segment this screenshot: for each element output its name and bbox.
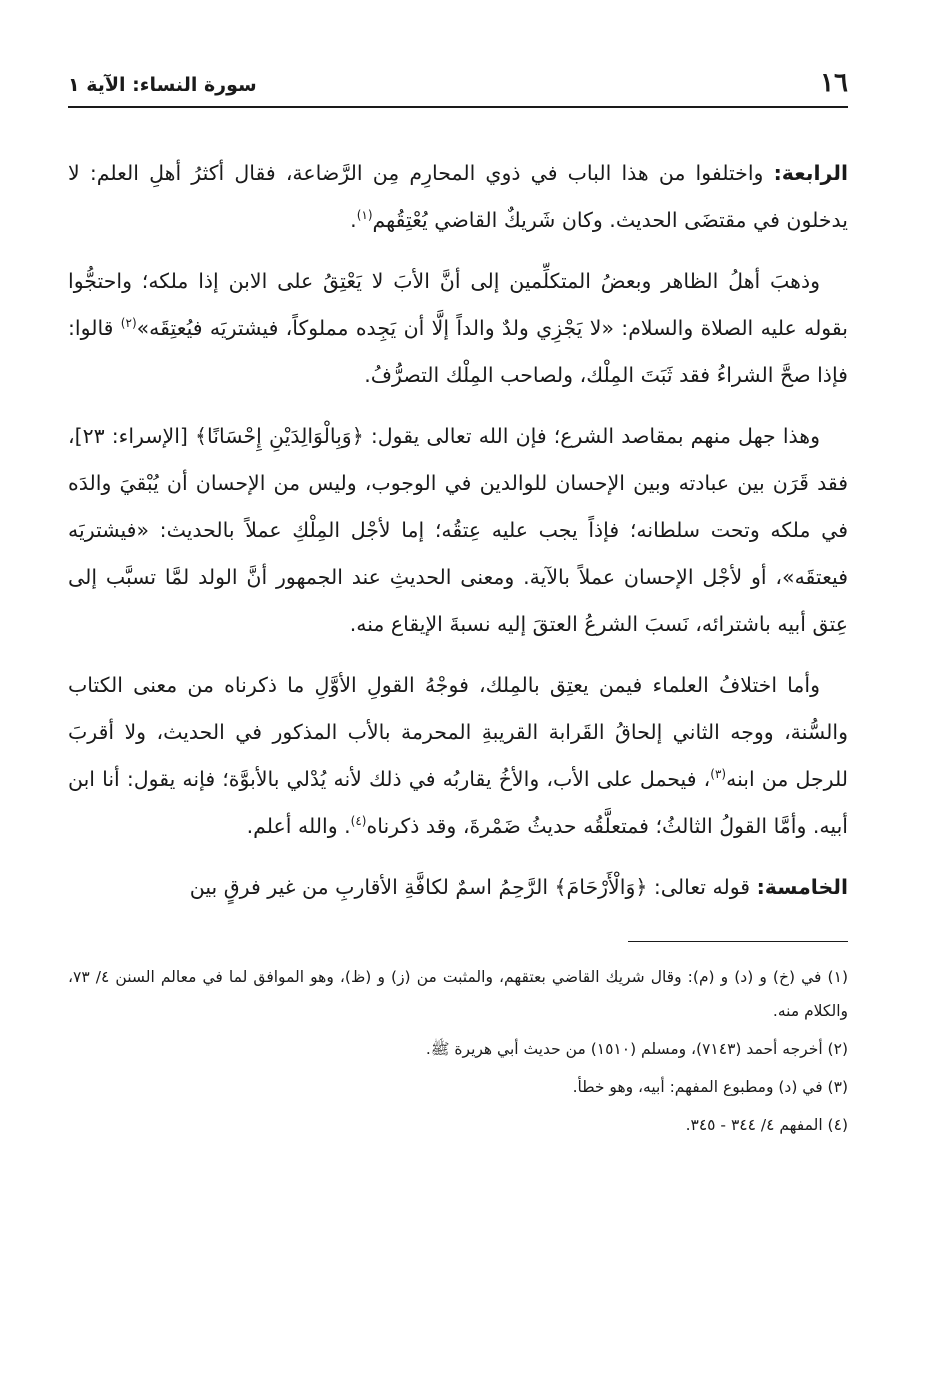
paragraph-zahiri-view [68, 258, 848, 399]
page-header [68, 62, 848, 108]
paragraph-text: واختلفوا من هذا الباب في ذوي المحارِم مِن الرَّضاعة، فقال أكثرُ أهلِ العلم: لا يدخلون في مقتضَى الحديث. وكان شَريكٌ القاضي يُعْتِقُهم [68, 161, 848, 232]
footnote-4: (٤) المفهم ٤/ ٣٤٤ - ٣٤٥. [685, 1116, 848, 1134]
paragraph-scholars-disagreement [68, 662, 848, 850]
paragraph-tail: . [350, 208, 357, 232]
paragraph-tail: ، فيحمل على الأب، والأخُ يقاربُه في ذلك لأنه يُدْلي بالأبوَّة؛ فإنه يقول: أنا ابن أبيه. وأمَّا القولُ الثالثُ؛ فمتعلَّقُه حديثُ ضَمْرةَ، وقد ذكرناه [68, 767, 848, 838]
footnote-3: (٣) في (د) ومطبوع المفهم: أبيه، وهو خطأ. [572, 1078, 848, 1096]
running-title: سورة النساء: الآية ١ [68, 74, 257, 96]
footnote-2: (٢) أخرجه أحمد (٧١٤٣)، ومسلم (١٥١٠) من حديث أبي هريرة ﷺ. [425, 1040, 848, 1058]
paragraph-fifth-issue [68, 864, 848, 911]
footnote-ref-4[interactable]: (٤) [350, 814, 367, 829]
paragraph-text: وهذا جهل منهم بمقاصد الشرع؛ فإن الله تعالى يقول: ﴿وَبِالْوَالِدَيْنِ إِحْسَانًا﴾ [الإسراء: ٢٣]، فقد قَرَن بين عبادته وبين الإحسان للوالدين في الوجوب، وليس من الإحسان أن يُبْقيَ والدَه في ملكه وتحت سلطانه؛ فإذاً يجب عليه عِتقُه؛ إما لأجْل المِلْكِ عملاً بالحديث: «فيشتريَه فيعتقَه»، أو لأجْل الإحسان عملاً بالآية. ومعنى الحديثِ عند الجمهور أنَّ الولد لمَّا تسبَّب إلى عِتق أبيه باشترائه، نَسبَ الشرعُ العتقَ إليه نسبةَ الإيقاع منه. [68, 424, 848, 636]
footnote-ref-2[interactable]: (٢) [120, 316, 137, 331]
paragraph-text: وذهبَ أهلُ الظاهر وبعضُ المتكلِّمين إلى أنَّ الأبَ لا يَعْتِقُ على الابن إذا ملكه؛ واحتجُّوا بقوله عليه الصلاة والسلام: «لا يَجْزِي ولدٌ والداً إلَّا أن يَجِده مملوكاً، فيشتريَه فيُعتِقَه» [68, 269, 848, 340]
footnote-ref-3[interactable]: (٣) [710, 767, 727, 782]
book-page [68, 62, 848, 1146]
page-number: ١٦ [820, 68, 848, 98]
footnotes [68, 960, 848, 1142]
paragraph-text: وأما اختلافُ العلماء فيمن يعتِق بالمِلك، فوجْهُ القولِ الأوَّلِ ما ذكرناه من معنى الكتاب والسُّنة، ووجه الثاني إلحاقُ القَرابة القريبةِ المحرمة بالأب المذكور في الحديث، ولا أقربَ للرجل من ابنه [68, 673, 848, 791]
paragraph-tail-2: . والله أعلم. [246, 814, 351, 838]
main-text [68, 150, 848, 911]
footnote-1: (١) في (خ) و (د) و (م): وقال شريك القاضي بعتقهم، والمثبت من (ز) و (ظ)، وهو الموافق لما في معالم السنن ٤/ ٧٣، والكلام منه. [68, 968, 848, 1020]
paragraph-fourth-issue [68, 150, 848, 244]
issue-heading-fourth: الرابعة: [773, 161, 848, 185]
paragraph-text: قوله تعالى: ﴿وَالْأَرْحَامَ﴾ الرَّحِمُ اسمٌ لكافَّةِ الأقاربِ من غير فرقٍ بين [189, 875, 757, 899]
paragraph-tail: قالوا: فإذا صحَّ الشراءُ فقد ثَبَتَ المِلْك، ولصاحب المِلْك التصرُّفُ. [68, 316, 848, 387]
issue-heading-fifth: الخامسة: [756, 875, 848, 899]
paragraph-refutation [68, 413, 848, 648]
footnote-divider [628, 941, 848, 942]
footnote-ref-1[interactable]: (١) [356, 208, 373, 223]
